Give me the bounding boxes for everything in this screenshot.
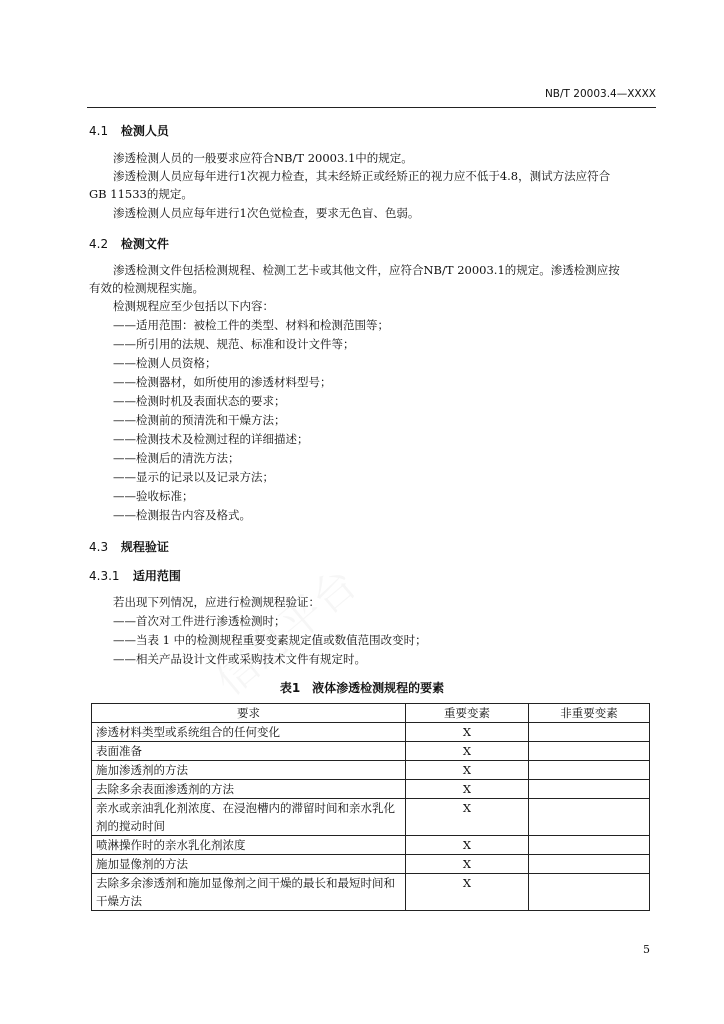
major-variable-cell: X	[406, 874, 529, 911]
requirement-cell: 施加显像剂的方法	[92, 855, 406, 874]
list-item: ——适用范围：被检工件的类型、材料和检测范围等；	[113, 318, 389, 332]
list-item: ——显示的记录以及记录方法；	[113, 470, 274, 484]
paragraph-continuation: GB 11533的规定。	[89, 187, 193, 201]
section-4-3-1-heading	[89, 567, 181, 584]
major-variable-cell: X	[406, 780, 529, 799]
paragraph: 若出现下列情况，应进行检测规程验证：	[113, 595, 320, 609]
table-row	[92, 874, 650, 911]
major-variable-cell: X	[406, 742, 529, 761]
table-caption: 表1 液体渗透检测规程的要素	[279, 681, 445, 695]
header-rule	[87, 107, 656, 108]
section-title: 适用范围	[132, 569, 181, 583]
requirement-cell: 亲水或亲油乳化剂浓度、在浸泡槽内的滞留时间和亲水乳化剂的搅动时间	[92, 799, 406, 836]
table-header-row	[92, 704, 650, 723]
column-header: 重要变素	[406, 704, 529, 723]
section-number: 4.1	[89, 124, 109, 138]
list-item: ——检测时机及表面状态的要求；	[113, 394, 286, 408]
list-item: ——相关产品设计文件或采购技术文件有规定时。	[113, 652, 366, 666]
requirement-cell: 表面准备	[92, 742, 406, 761]
list-item: ——检测技术及检测过程的详细描述；	[113, 432, 309, 446]
page-number: 5	[643, 943, 650, 956]
section-number: 4.3.1	[89, 569, 120, 583]
table-row	[92, 836, 650, 855]
table-row	[92, 855, 650, 874]
paragraph: 检测规程应至少包括以下内容：	[113, 299, 274, 313]
section-title: 检测人员	[120, 124, 169, 138]
minor-variable-cell	[529, 723, 650, 742]
minor-variable-cell	[529, 799, 650, 836]
table-row	[92, 799, 650, 836]
minor-variable-cell	[529, 874, 650, 911]
section-title: 检测文件	[120, 237, 169, 251]
section-title: 规程验证	[120, 540, 169, 554]
major-variable-cell: X	[406, 761, 529, 780]
table-row	[92, 761, 650, 780]
major-variable-cell: X	[406, 799, 529, 836]
major-variable-cell: X	[406, 723, 529, 742]
table-row	[92, 723, 650, 742]
table-row	[92, 742, 650, 761]
section-number: 4.2	[89, 237, 109, 251]
requirement-cell: 施加渗透剂的方法	[92, 761, 406, 780]
table-row	[92, 780, 650, 799]
minor-variable-cell	[529, 742, 650, 761]
list-item: ——检测前的预清洗和干燥方法；	[113, 413, 286, 427]
list-item: ——当表 1 中的检测规程重要变素规定值或数值范围改变时；	[113, 633, 427, 647]
requirement-cell: 渗透材料类型或系统组合的任何变化	[92, 723, 406, 742]
paragraph-continuation: 有效的检测规程实施。	[89, 281, 204, 295]
minor-variable-cell	[529, 855, 650, 874]
major-variable-cell: X	[406, 855, 529, 874]
minor-variable-cell	[529, 836, 650, 855]
section-4-3-heading	[89, 538, 169, 555]
paragraph: 渗透检测文件包括检测规程、检测工艺卡或其他文件，应符合NB/T 20003.1的规定。渗透检测应按	[113, 263, 620, 277]
list-item: ——检测报告内容及格式。	[113, 508, 251, 522]
paragraph: 渗透检测人员应每年进行1次视力检查，其未经矫正或经矫正的视力应不低于4.8，测试方法应符合	[113, 169, 611, 183]
list-item: ——检测器材，如所使用的渗透材料型号；	[113, 375, 332, 389]
section-number: 4.3	[89, 540, 109, 554]
paragraph: 渗透检测人员应每年进行1次色觉检查，要求无色盲、色弱。	[113, 206, 420, 220]
list-item: ——验收标准；	[113, 489, 194, 503]
requirement-cell: 去除多余渗透剂和施加显像剂之间干燥的最长和最短时间和干燥方法	[92, 874, 406, 911]
list-item: ——首次对工件进行渗透检测时；	[113, 614, 286, 628]
major-variable-cell: X	[406, 836, 529, 855]
minor-variable-cell	[529, 780, 650, 799]
minor-variable-cell	[529, 761, 650, 780]
section-4-1-heading	[89, 122, 169, 139]
requirement-cell: 喷淋操作时的亲水乳化剂浓度	[92, 836, 406, 855]
paragraph: 渗透检测人员的一般要求应符合NB/T 20003.1中的规定。	[113, 151, 413, 165]
list-item: ——所引用的法规、规范、标准和设计文件等；	[113, 337, 355, 351]
list-item: ——检测后的清洗方法；	[113, 451, 240, 465]
column-header: 要求	[92, 704, 406, 723]
requirements-table	[91, 703, 650, 911]
requirement-cell: 去除多余表面渗透剂的方法	[92, 780, 406, 799]
section-4-2-heading	[89, 235, 169, 252]
column-header: 非重要变素	[529, 704, 650, 723]
standard-code: NB/T 20003.4—XXXX	[544, 88, 656, 100]
list-item: ——检测人员资格；	[113, 356, 217, 370]
